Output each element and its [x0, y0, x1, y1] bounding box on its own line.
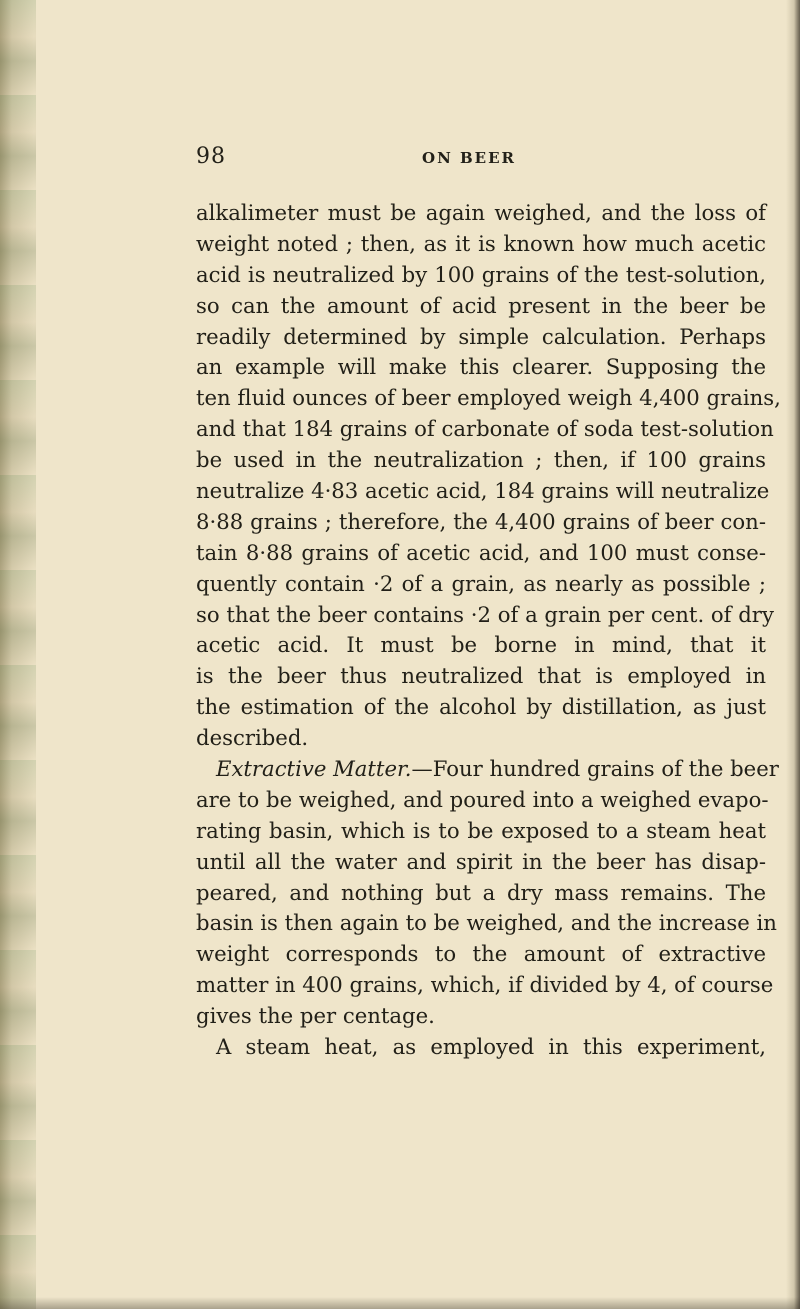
running-head: ON BEER	[422, 149, 517, 167]
text-line: weight noted ; then, as it is known how much acetic	[196, 230, 766, 256]
text-line: neutralize 4·83 acetic acid, 184 grains will neutralize	[196, 478, 770, 504]
text-line: basin is then again to be weighed, and the increase in	[196, 910, 777, 936]
section-first-line	[196, 754, 779, 785]
page-gutter	[0, 0, 36, 1309]
page-header	[196, 144, 616, 172]
section-heading: Extractive Matter.	[216, 756, 412, 782]
text-line: gives the per centage.	[196, 1003, 435, 1029]
text-line: matter in 400 grains, which, if divided by 4, of course	[196, 972, 774, 998]
text-line: 8·88 grains ; therefore, the 4,400 grains of beer con-	[196, 508, 766, 534]
text-line: an example will make this clearer. Supposing the	[196, 354, 766, 380]
text-line: peared, and nothing but a dry mass remains. The	[196, 879, 766, 905]
text-line: acid is neutralized by 100 grains of the test-solution,	[196, 261, 766, 287]
text-line: the estimation of the alcohol by distillation, as just	[196, 694, 766, 720]
text-line: is the beer thus neutralized that is employed in	[196, 663, 766, 689]
body-text	[196, 198, 781, 1063]
text-line: ten fluid ounces of beer employed weigh 4,400 grains,	[196, 385, 781, 411]
text-line: be used in the neutralization ; then, if 100 grains	[196, 447, 766, 473]
text-line: so that the beer contains ·2 of a grain per cent. of dry	[196, 601, 774, 627]
text-line: quently contain ·2 of a grain, as nearly as possible ;	[196, 570, 766, 596]
text-line: tain 8·88 grains of acetic acid, and 100 must conse-	[196, 539, 766, 565]
text-line: acetic acid. It must be borne in mind, that it	[196, 632, 766, 658]
text-line-final: A steam heat, as employed in this experiment,	[216, 1034, 766, 1060]
page-bottom-shadow	[0, 1297, 800, 1309]
text-line: readily determined by simple calculation. Perhaps	[196, 323, 766, 349]
page-number: 98	[196, 144, 226, 169]
section-first-line-text: —Four hundred grains of the beer	[411, 756, 779, 782]
text-line: so can the amount of acid present in the beer be	[196, 292, 766, 318]
text-line: and that 184 grains of carbonate of soda test-solution	[196, 416, 774, 442]
text-line: alkalimeter must be again weighed, and the loss of	[196, 200, 766, 225]
text-line: until all the water and spirit in the beer has disap-	[196, 848, 766, 874]
text-line: are to be weighed, and poured into a weighed evapo-	[196, 786, 769, 812]
text-line: rating basin, which is to be exposed to a steam heat	[196, 817, 766, 843]
page-edge-shadow	[794, 0, 800, 1309]
text-line: weight corresponds to the amount of extractive	[196, 941, 766, 967]
text-line: described.	[196, 725, 309, 751]
